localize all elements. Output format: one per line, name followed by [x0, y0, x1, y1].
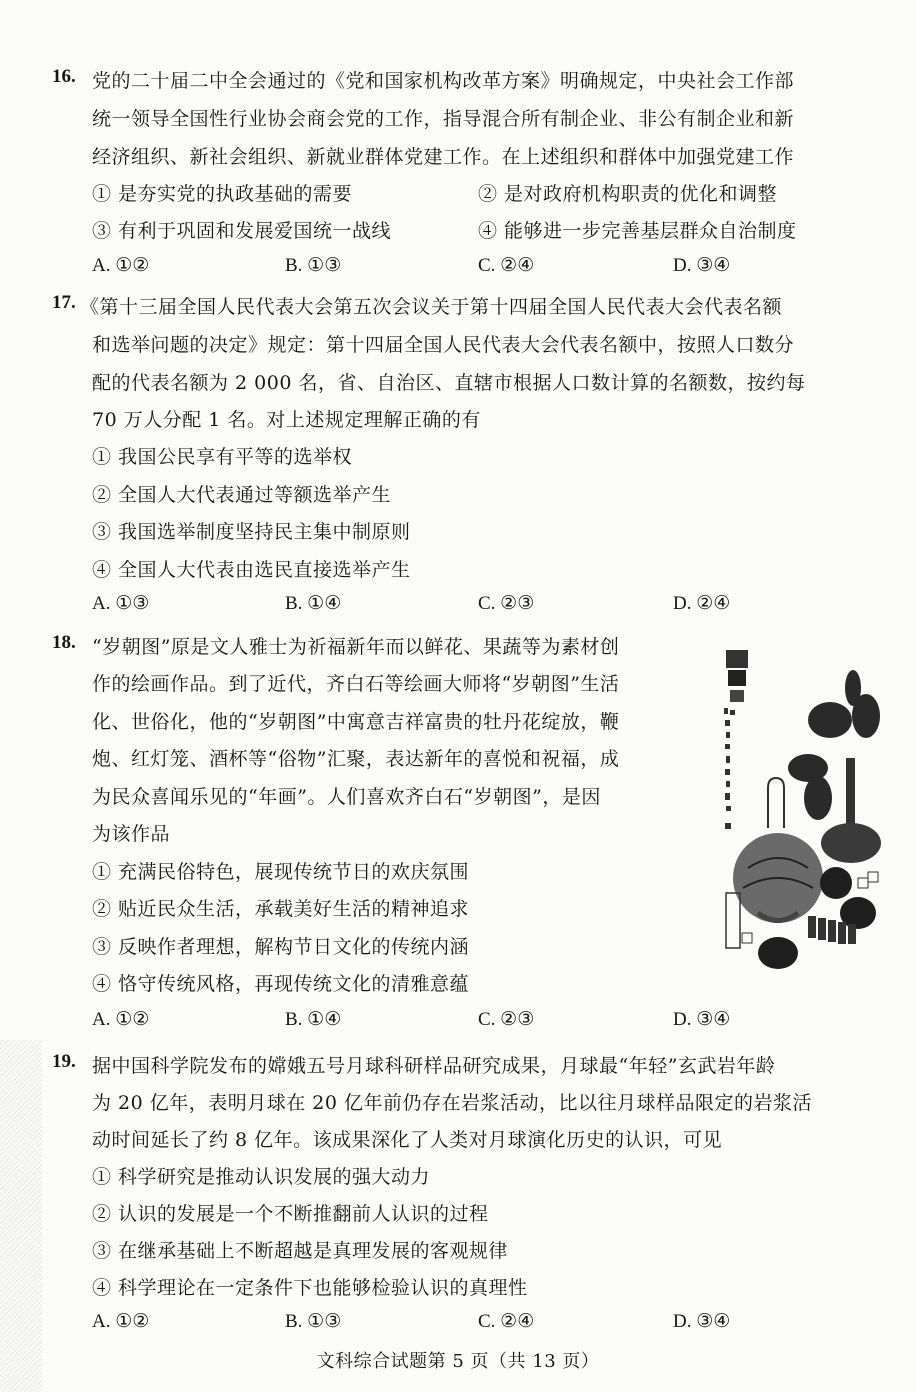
statement-2: ② 是对政府机构职责的优化和调整 — [478, 183, 778, 205]
statement-3: ③ 我国选举制度坚持民主集中制原则 — [92, 521, 411, 543]
question-stem-line: 动时间延长了约 8 亿年。该成果深化了人类对月球演化历史的认识，可见 — [92, 1129, 723, 1151]
choice-c: C. ②④ — [478, 1311, 535, 1332]
question-stem-line: 统一领导全国性行业协会商会党的工作，指导混合所有制企业、非公有制企业和新 — [92, 108, 795, 130]
suichao-painting-image — [718, 628, 886, 973]
question-stem-line: 党的二十届二中全会通过的《党和国家机构改革方案》明确规定，中央社会工作部 — [92, 70, 795, 92]
question-stem-line: 《第十三届全国人民代表大会第五次会议关于第十四届全国人民代表大会代表名额 — [80, 296, 783, 318]
statement-2: ② 贴近民众生活，承载美好生活的精神追求 — [92, 898, 470, 920]
question-stem-line: 70 万人分配 1 名。对上述规定理解正确的有 — [92, 409, 481, 431]
statement-3: ③ 在继承基础上不断超越是真理发展的客观规律 — [92, 1240, 509, 1262]
choice-b: B. ①③ — [285, 1311, 342, 1332]
statement-4: ④ 能够进一步完善基层群众自治制度 — [478, 220, 797, 242]
statement-1: ① 是夯实党的执政基础的需要 — [92, 183, 353, 205]
question-stem-line: 作的绘画作品。到了近代，齐白石等绘画大师将“岁朝图”生活 — [92, 673, 620, 695]
statement-2: ② 全国人大代表通过等额选举产生 — [92, 484, 392, 506]
scan-noise — [0, 1040, 42, 1392]
choice-b: B. ①④ — [285, 1009, 342, 1030]
statement-4: ④ 恪守传统风格，再现传统文化的清雅意蕴 — [92, 973, 470, 995]
statement-2: ② 认识的发展是一个不断推翻前人认识的过程 — [92, 1203, 489, 1225]
question-stem-line: 为该作品 — [92, 823, 171, 845]
choice-d: D. ③④ — [673, 1009, 731, 1030]
question-number: 17. — [52, 292, 76, 313]
choice-b: B. ①④ — [285, 593, 342, 614]
question-stem-line: 化、世俗化，他的“岁朝图”中寓意吉祥富贵的牡丹花绽放，鞭 — [92, 711, 620, 733]
choice-d: D. ③④ — [673, 255, 731, 276]
question-stem-line: 据中国科学院发布的嫦娥五号月球科研样品研究成果，月球最“年轻”玄武岩年龄 — [92, 1055, 776, 1077]
statement-3: ③ 有利于巩固和发展爱国统一战线 — [92, 220, 392, 242]
question-stem-line: 配的代表名额为 2 000 名，省、自治区、直辖市根据人口数计算的名额数，按约每 — [92, 372, 806, 394]
choice-a: A. ①② — [92, 1311, 150, 1332]
choice-a: A. ①② — [92, 255, 150, 276]
page-footer: 文科综合试题第 5 页（共 13 页） — [316, 1351, 600, 1372]
question-stem-line: 炮、红灯笼、酒杯等“俗物”汇聚，表达新年的喜悦和祝福，成 — [92, 748, 620, 770]
statement-1: ① 科学研究是推动认识发展的强大动力 — [92, 1166, 431, 1188]
choice-b: B. ①③ — [285, 255, 342, 276]
question-stem-line: 经济组织、新社会组织、新就业群体党建工作。在上述组织和群体中加强党建工作 — [92, 146, 795, 168]
choice-a: A. ①③ — [92, 593, 150, 614]
choice-d: D. ②④ — [673, 593, 731, 614]
statement-4: ④ 全国人大代表由选民直接选举产生 — [92, 559, 411, 581]
statement-1: ① 充满民俗特色，展现传统节日的欢庆氛围 — [92, 861, 470, 883]
statement-3: ③ 反映作者理想，解构节日文化的传统内涵 — [92, 936, 470, 958]
question-stem-line: 和选举问题的决定》规定：第十四届全国人民代表大会代表名额中，按照人口数分 — [92, 334, 795, 356]
question-stem-line: 为民众喜闻乐见的“年画”。人们喜欢齐白石“岁朝图”，是因 — [92, 786, 601, 808]
statement-1: ① 我国公民享有平等的选举权 — [92, 446, 353, 468]
choice-c: C. ②③ — [478, 1009, 535, 1030]
statement-4: ④ 科学理论在一定条件下也能够检验认识的真理性 — [92, 1277, 528, 1299]
choice-c: C. ②③ — [478, 593, 535, 614]
choice-a: A. ①② — [92, 1009, 150, 1030]
choice-c: C. ②④ — [478, 255, 535, 276]
question-stem-line: 为 20 亿年，表明月球在 20 亿年前仍存在岩浆活动，比以往月球样品限定的岩浆活 — [92, 1092, 813, 1114]
question-number: 18. — [52, 632, 76, 653]
question-stem-line: “岁朝图”原是文人雅士为祈福新年而以鲜花、果蔬等为素材创 — [92, 636, 620, 658]
question-number: 19. — [52, 1051, 76, 1072]
question-number: 16. — [52, 66, 76, 87]
choice-d: D. ③④ — [673, 1311, 731, 1332]
